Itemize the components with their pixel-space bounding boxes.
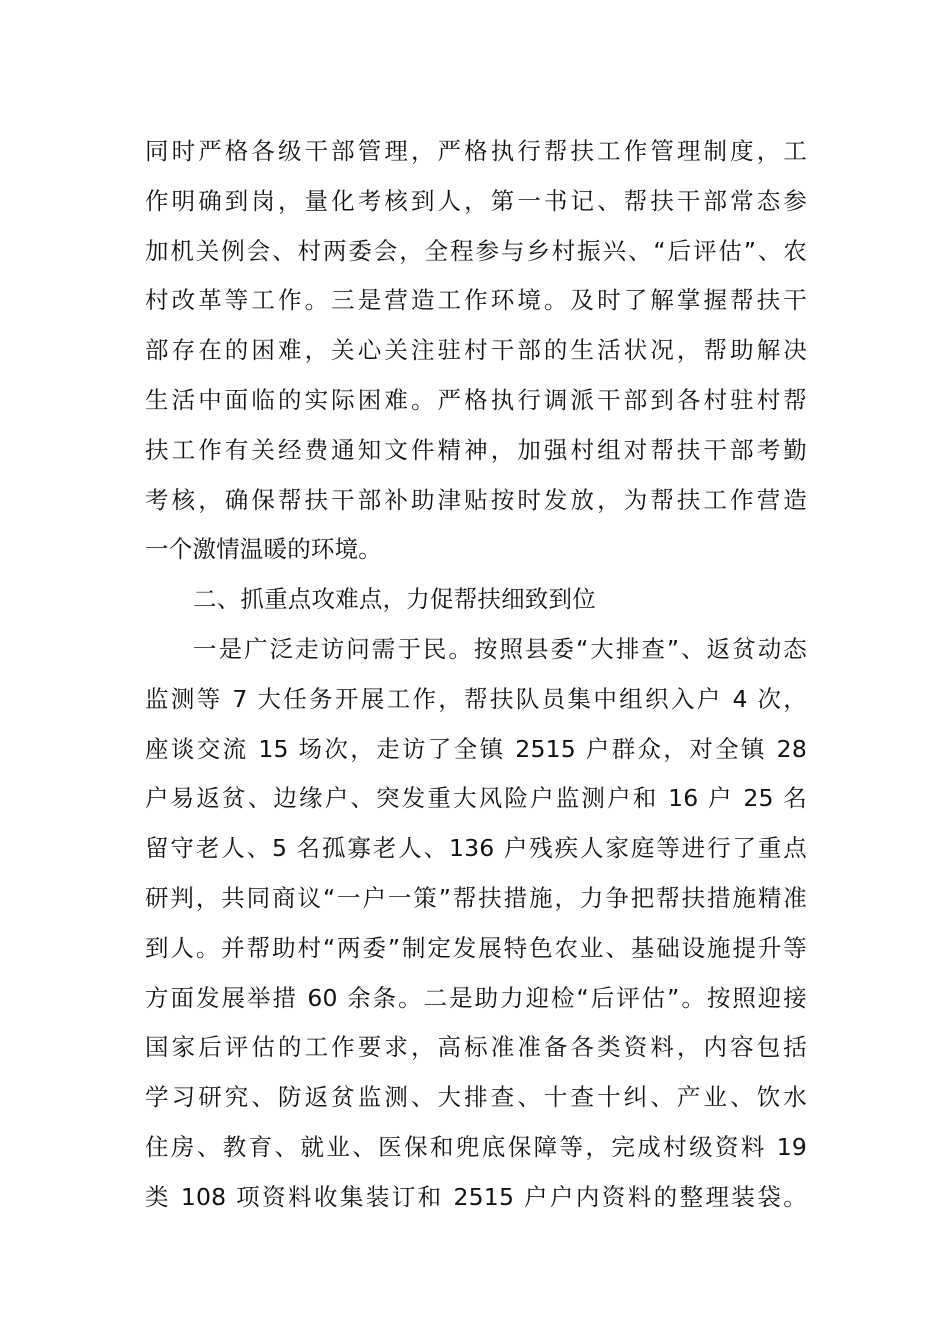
section-heading: 二、抓重点攻难点，力促帮扶细致到位 xyxy=(193,585,596,614)
text-line: 住房、教育、就业、医保和兜底保障等，完成村级资料 19 xyxy=(145,1132,807,1161)
text-line: 扶工作有关经费通知文件精神，加强村组对帮扶干部考勤 xyxy=(145,435,807,464)
text-line: 村改革等工作。三是营造工作环境。及时了解掌握帮扶干 xyxy=(145,286,807,315)
body-text xyxy=(145,127,807,1223)
text-line: 研判，共同商议“一户一策”帮扶措施，力争把帮扶措施精准 xyxy=(145,883,807,912)
text-line: 学习研究、防返贫监测、大排查、十查十纠、产业、饮水 xyxy=(145,1083,807,1112)
text-line: 作明确到岗，量化考核到人，第一书记、帮扶干部常态参 xyxy=(145,186,807,215)
text-line: 方面发展举措 60 余条。二是助力迎检“后评估”。按照迎接 xyxy=(145,983,807,1012)
text-line: 到人。并帮助村“两委”制定发展特色农业、基础设施提升等 xyxy=(145,933,807,962)
text-line: 留守老人、5 名孤寡老人、136 户残疾人家庭等进行了重点 xyxy=(145,834,807,863)
text-line: 一个激情温暖的环境。 xyxy=(145,535,382,564)
text-line: 户易返贫、边缘户、突发重大风险户监测户和 16 户 25 名 xyxy=(145,784,807,813)
text-line: 加机关例会、村两委会，全程参与乡村振兴、“后评估”、农 xyxy=(145,236,807,265)
text-line: 一是广泛走访问需于民。按照县委“大排查”、返贫动态 xyxy=(193,634,807,663)
text-line: 部存在的困难，关心关注驻村干部的生活状况，帮助解决 xyxy=(145,336,807,365)
text-line: 生活中面临的实际困难。严格执行调派干部到各村驻村帮 xyxy=(145,385,807,414)
text-line: 同时严格各级干部管理，严格执行帮扶工作管理制度，工 xyxy=(145,137,807,165)
text-line: 座谈交流 15 场次，走访了全镇 2515 户群众，对全镇 28 xyxy=(145,734,807,763)
text-line: 类 108 项资料收集装订和 2515 户户内资料的整理装袋。 xyxy=(145,1182,807,1211)
text-line: 国家后评估的工作要求，高标准准备各类资料，内容包括 xyxy=(145,1033,807,1062)
text-line: 考核，确保帮扶干部补助津贴按时发放，为帮扶工作营造 xyxy=(145,485,807,514)
text-line: 监测等 7 大任务开展工作，帮扶队员集中组织入户 4 次， xyxy=(145,684,807,713)
